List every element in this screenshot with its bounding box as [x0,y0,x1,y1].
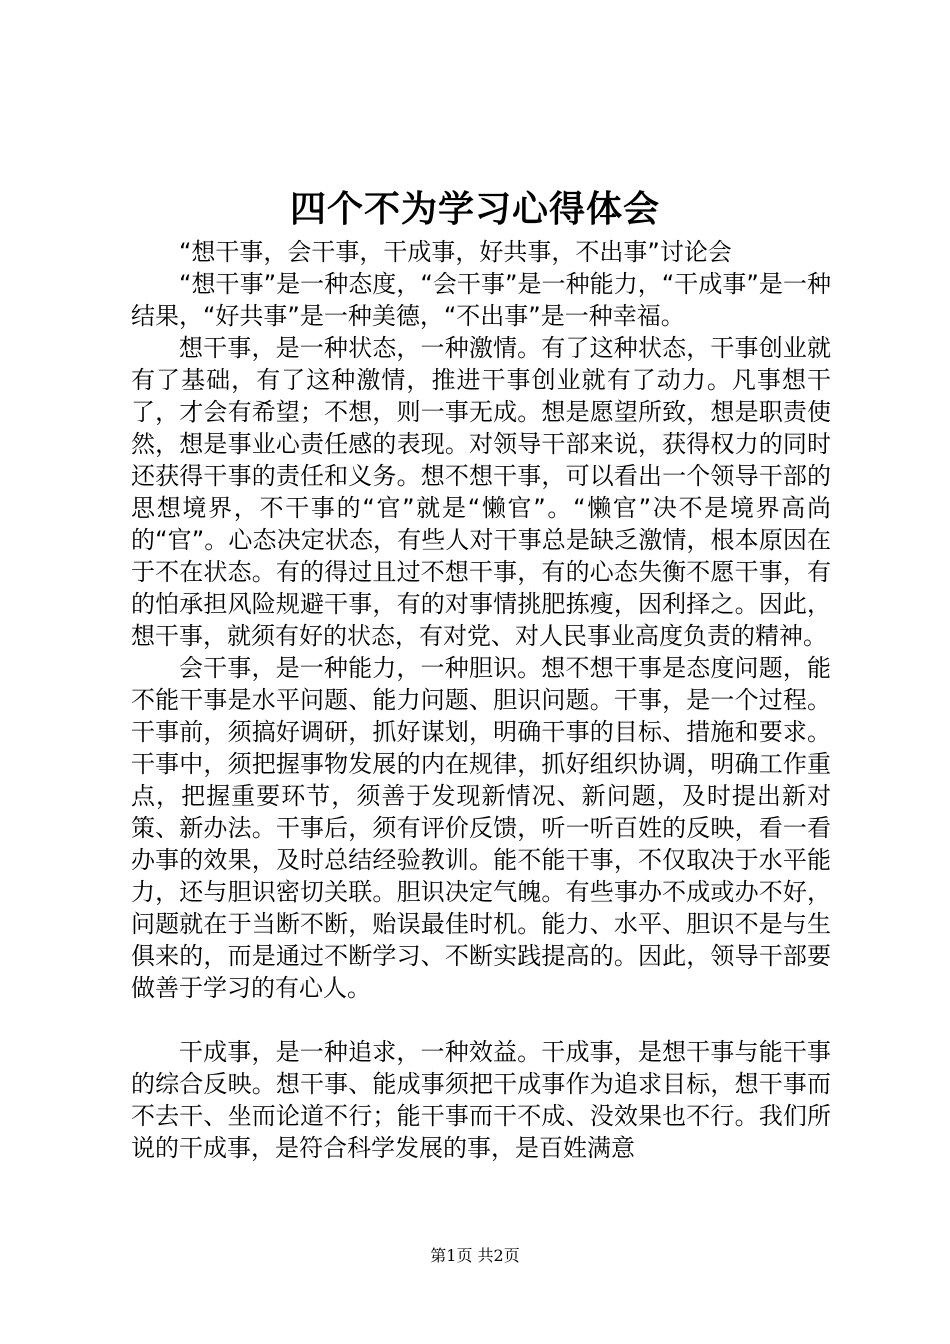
paragraph-heading-line: “想干事，会干事，干成事，好共事，不出事”讨论会 [179,238,732,266]
paragraph-want-to-work: 想干事，是一种状态，一种激情。有了这种状态，干事创业就有了基础，有了这种激情，推进干事创业就有了动力。凡事想干了，才会有希望；不想，则一事无成。想是愿望所致，想是职责使然，想是事业心责任感的表现。对领导干部来说，获得权力的同时还获得干事的责任和义务。想不想干事，可以看出一个领导干部的思想境界，不干事的“官”就是“懒官”。“懒官”决不是境界高尚的“官”。心态决定状态，有些人对干事总是缺乏激情，根本原因在于不在状态。有的得过且过不想干事，有的心态失衡不愿干事，有的怕承担风险规避干事，有的对事情挑肥拣瘦，因利择之。因此，想干事，就须有好的状态，有对党、对人民事业高度负责的精神。 [131,334,831,650]
paragraph-intro: “想干事”是一种态度，“会干事”是一种能力，“干成事”是一种结果，“好共事”是一种美德，“不出事”是一种幸福。 [131,270,831,330]
paragraph-get-things-done: 干成事，是一种追求，一种效益。干成事，是想干事与能干事的综合反映。想干事、能成事须把干成事作为追求目标，想干事而不去干、坐而论道不行；能干事而干不成、没效果也不行。我们所说的干成事，是符合科学发展的事，是百姓满意 [131,1038,831,1162]
page-number-footer: 第1页 共2页 [430,1246,520,1265]
document-body [131,236,831,1164]
document-title: 四个不为学习心得体会 [289,188,660,230]
paragraph-able-to-work: 会干事，是一种能力，一种胆识。想不想干事是态度问题，能不能干事是水平问题、能力问题、胆识问题。干事，是一个过程。干事前，须搞好调研，抓好谋划，明确干事的目标、措施和要求。干事中，须把握事物发展的内在规律，抓好组织协调，明确工作重点，把握重要环节，须善于发现新情况、新问题，及时提出新对策、新办法。干事后，须有评价反馈，听一听百姓的反映，看一看办事的效果，及时总结经验教训。能不能干事，不仅取决于水平能力，还与胆识密切关联。胆识决定气魄。有些事办不成或办不好，问题就在于当断不断，贻误最佳时机。能力、水平、胆识不是与生俱来的，而是通过不断学习、不断实践提高的。因此，领导干部要做善于学习的有心人。 [131,654,831,1002]
